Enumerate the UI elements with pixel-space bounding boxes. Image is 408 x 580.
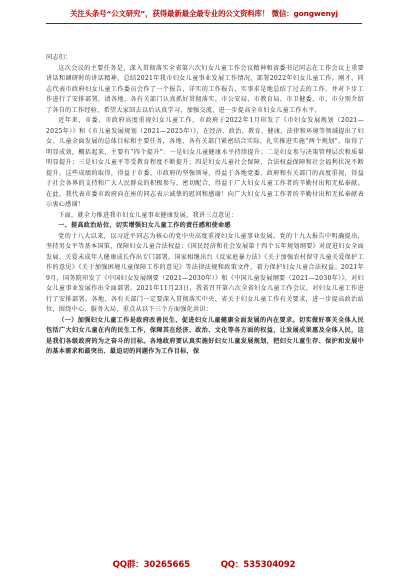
footer-qq-group: QQ群：30265665 — [112, 560, 190, 570]
paragraph-policy-background: 党的十八大以来，以习近平同志为核心的党中央高度重视妇女儿童事业发展。党的十九大报告中明确提出，坚持男女平等基本国策，保障妇女儿童合法权益；《国民经济和社会发展第十四个五年规划纲要》对促进妇女全面发展、关爱未成年人健康成长作出专门部署，国家相继出台《反家庭暴力法》《关于加强农村留守儿童关爱保护工作的意见》《关于加强困境儿童保障工作的意见》等法律法规和政策文件，着力保护妇女儿童合法权益。2021年9月，国务院印发了《中国妇女发展纲要（2021—2030年）》和《中国儿童发展纲要（2021—2030年）》，对妇女儿童事业发展作出全面部署。2021年11月23日，我省召开第六次全省妇女儿童工作会议，对妇女儿童工作进行了安排部署。各地、各有关部门一定要深入贯彻落实中央、省关于妇女儿童工作有关要求，进一步提高政治站位，围绕中心、服务大局，重点从以下三个方面强化共识： — [46, 232, 364, 313]
footer-qq: QQ：535304092 — [220, 560, 296, 570]
document-body — [46, 53, 364, 559]
salutation: 同志们： — [46, 54, 72, 61]
page-header-banner: 关注头条号“公文研究”，获得最新最全最专业的公文资料库！ 微信：gongwenyj — [70, 9, 338, 18]
paragraph-achievements: 近年来，市委、市政府高度重视妇女儿童工作，市政府于2022年1月印发了《市妇女发展规划（2021—2025年）》和《市儿童发展规划（2021—2025年）》，在经济、政治、教育、健康、法律和环境等领域提出了妇女、儿童全面发展的总体目标和主要任务，各地、各有关部门紧密结合实际，扎实推进实施“两个规划”，取得了明显成效，概括起来，主要有“四个提升”：一是妇女儿童健康水平持续提升；二是妇女参与决策管理层次和质量明显提升；三是妇女儿童平等受教育程度不断提升；四是妇女儿童社会保障、合法权益保障和社会福利状况不断提升。这些成绩的取得，得益于市委、市政府的坚强领导，得益于各地党委、政府和有关部门的高度重视，得益于社会各界的支持和广大人民群众的积极参与、密切配合，得益于广大妇女儿童工作者的辛勤付出和无私奉献。在此，我代表市委市政府向在座的同志表示诚挚的慰问和感谢！向广大妇女儿童工作者的辛勤付出和无私奉献表示衷心感谢！ — [46, 117, 364, 208]
section-heading-1: 一、提高政治站位，切实增强妇女儿童工作的责任感和使命感 — [58, 222, 231, 229]
paragraph-meeting-task: 这次会议的主要任务是，深入贯彻落实全省第六次妇女儿童工作会议精神和省委书记同志在工作会议上重要讲话和调研时的讲话精神，总结2021年我市妇女儿童事业发展工作情况，部署2022年妇女儿童工作。刚才，同志代表市政府妇女儿童工作委员会作了一个报告，详实的工作报告，实事求是地总结了过去的工作，并对下步工作进行了安排部署，请各地、各有关部门认真抓好贯彻落实。市公安局、市教育局、市卫健委、市、市分别介绍了各自的工作经验，希望大家回去以后认真学习，加强交流，进一步提高全市妇女儿童工作水平。 — [46, 64, 364, 114]
paragraph-subheading-1: （一）加强妇女儿童工作是政府改善民生、促进妇女儿童健康全面发展的内在要求。切实做好事关全体人民包括广大妇女儿童在内的民生工作，保障其在经济、政治、文化等各方面的权益，让发展成果惠及全体人民，这是我们各级政府的为之奋斗的目标。各地政府要认真实施好妇女儿童发展规划，把妇女儿童生存、保护和发展中的基本需求和最突出、最迫切的问题作为工作目标，保 — [46, 316, 364, 355]
paragraph-intro-points: 下面，就全力推进我市妇女儿童事业健康发展，我讲三点意见： — [58, 211, 238, 219]
header-divider — [46, 23, 362, 24]
page-footer — [0, 558, 408, 570]
